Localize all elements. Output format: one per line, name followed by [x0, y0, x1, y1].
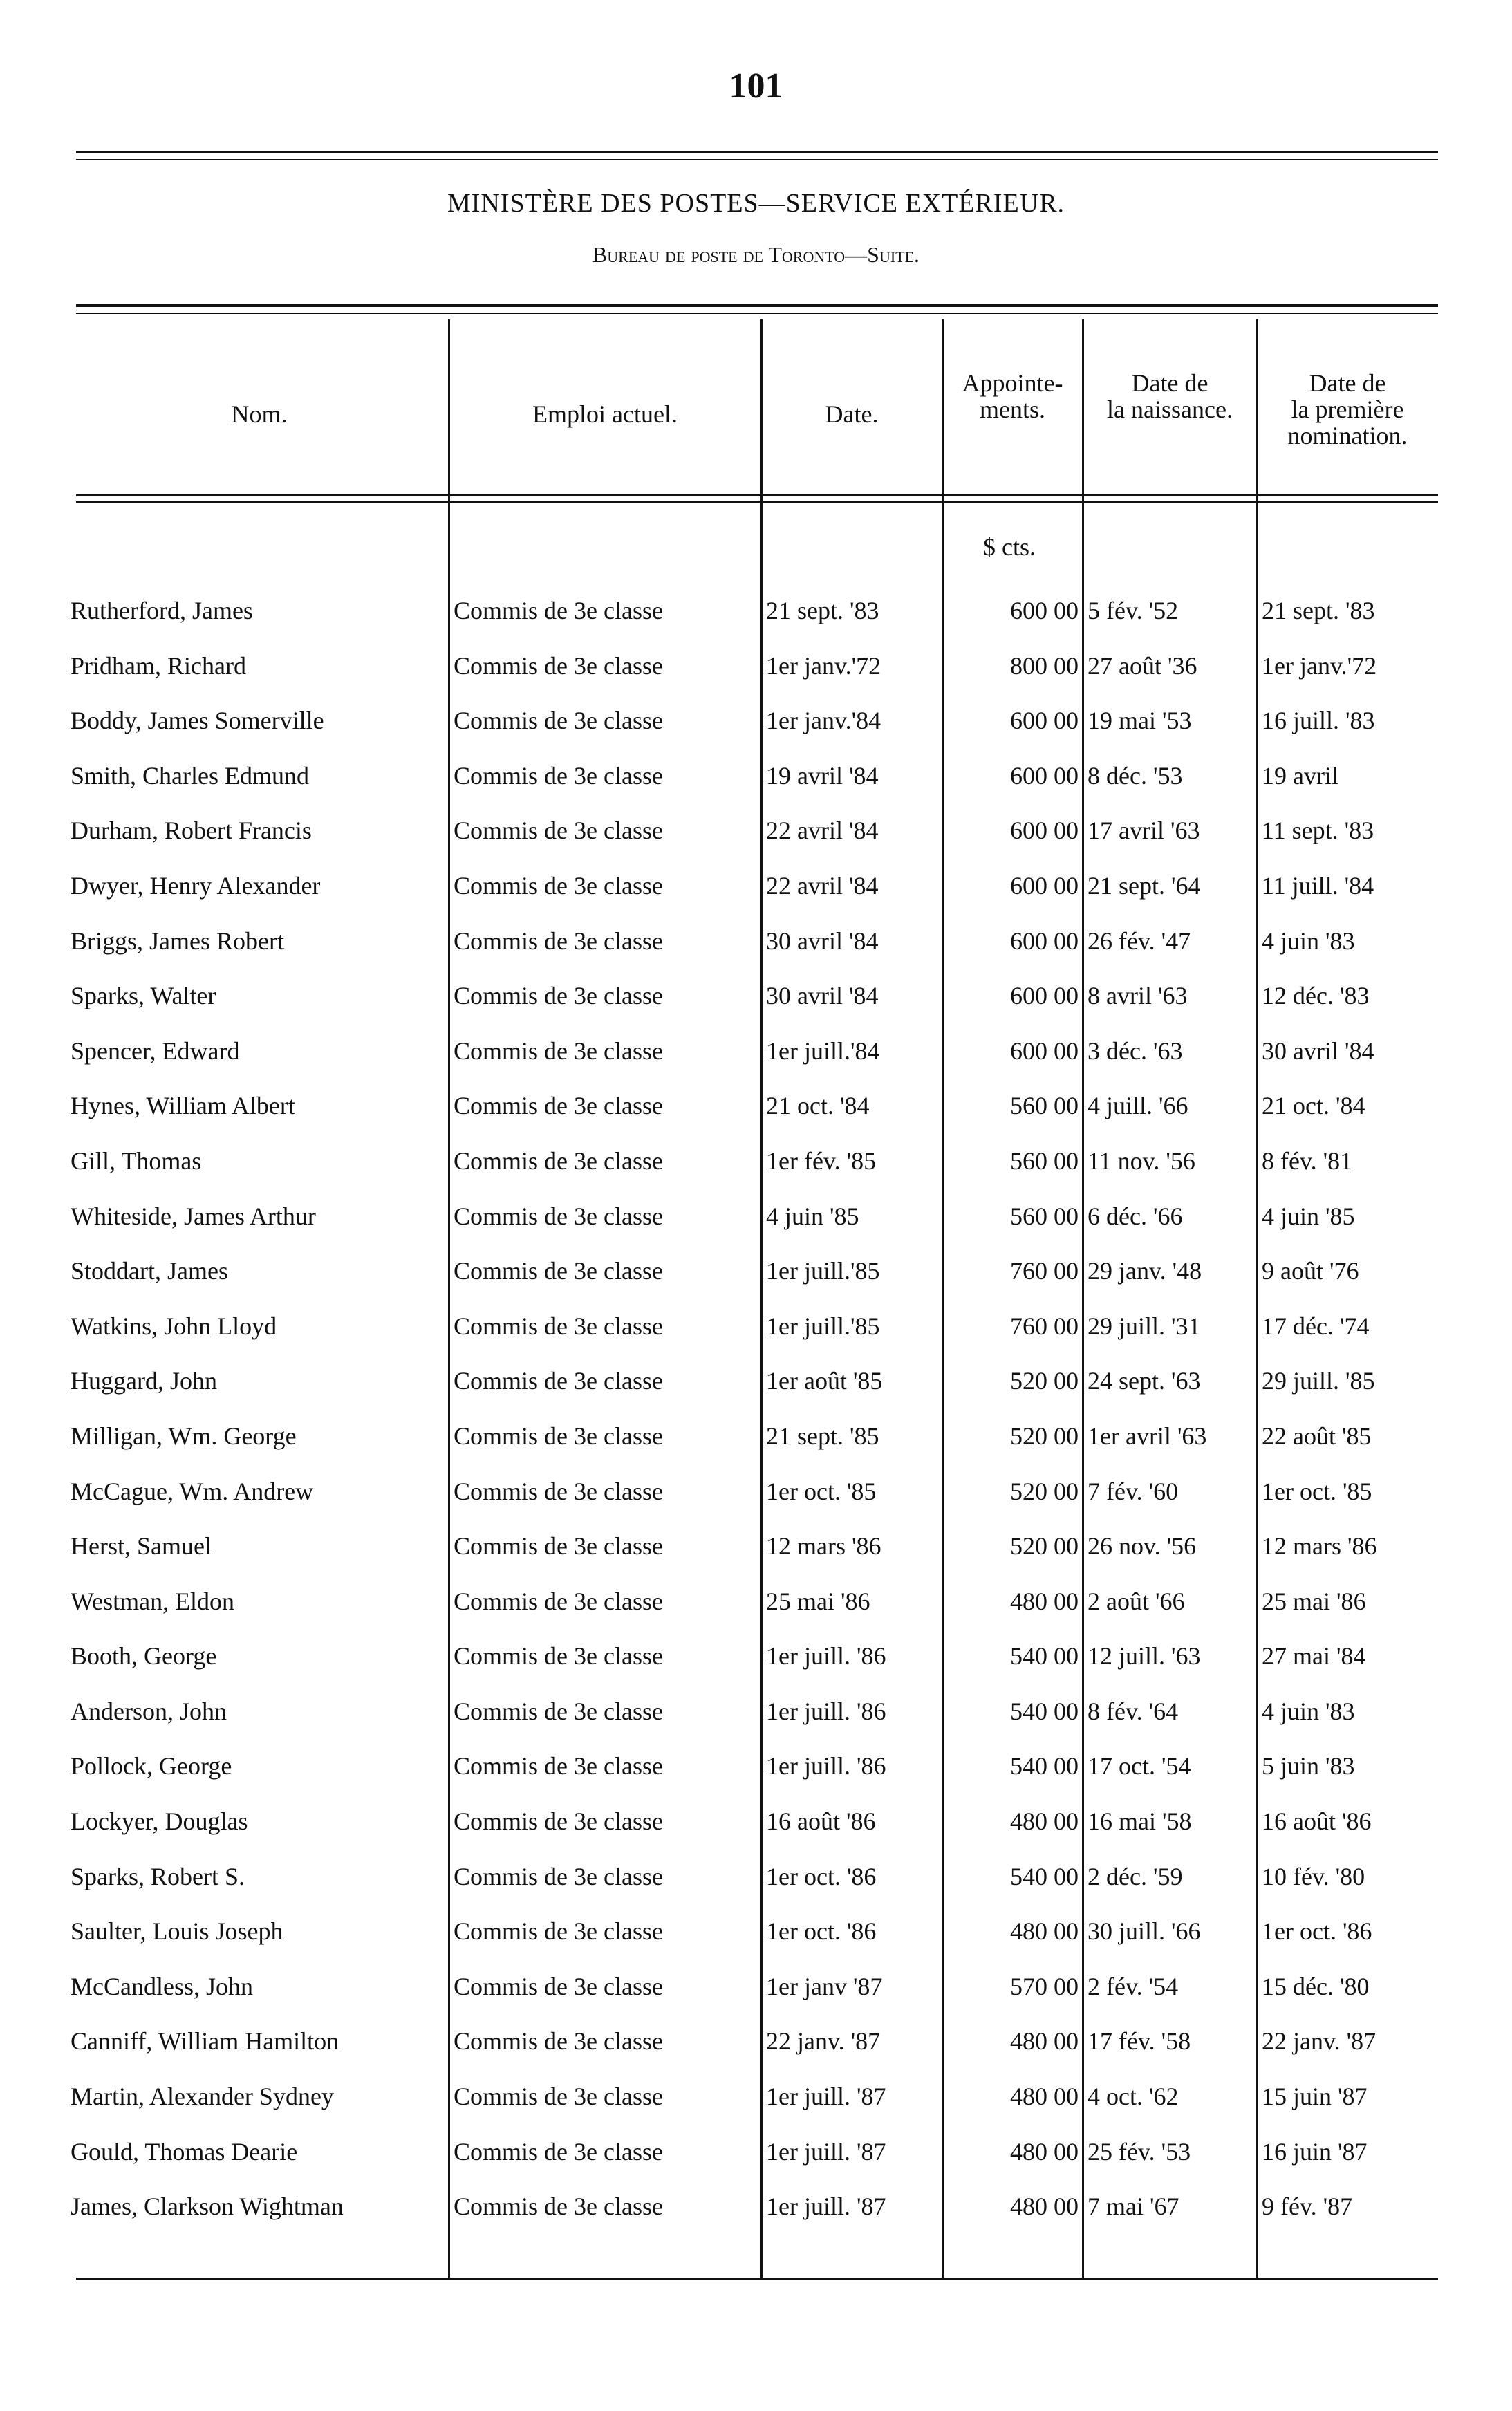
table-row	[0, 866, 1512, 922]
employee-position: Commis de 3e classe	[454, 1532, 663, 1561]
first-appointment-date: 11 juill. '84	[1262, 871, 1374, 900]
birth-date: 4 oct. '62	[1088, 2083, 1179, 2111]
employee-name: Smith, Charles Edmund	[71, 761, 309, 790]
employee-name: Saulter, Louis Joseph	[71, 1917, 283, 1946]
first-appointment-date: 22 janv. '87	[1262, 2027, 1376, 2056]
header-naissance-line2: la naissance.	[1107, 395, 1233, 423]
employee-name: Huggard, John	[71, 1367, 217, 1395]
employee-name: Watkins, John Lloyd	[71, 1312, 277, 1340]
employee-position: Commis de 3e classe	[454, 1257, 663, 1285]
position-date: 1er fév. '85	[766, 1146, 877, 1175]
employee-position: Commis de 3e classe	[454, 1862, 663, 1890]
employee-name: Rutherford, James	[71, 597, 253, 624]
employee-name: McCandless, John	[71, 1972, 253, 2000]
birth-date: 24 sept. '63	[1088, 1367, 1201, 1395]
salary: 540 00	[1010, 1642, 1079, 1670]
first-appointment-date: 30 avril '84	[1262, 1036, 1374, 1065]
employee-position: Commis de 3e classe	[454, 982, 663, 1010]
salary: 600 00	[1010, 1036, 1079, 1065]
employee-name: Durham, Robert Francis	[71, 817, 312, 845]
position-date: 1er janv.'72	[766, 651, 881, 680]
employee-position: Commis de 3e classe	[454, 1642, 663, 1670]
employee-position: Commis de 3e classe	[454, 1697, 663, 1725]
header-appointements-line2: ments.	[980, 395, 1045, 423]
first-appointment-date: 4 juin '83	[1262, 927, 1355, 955]
table-row	[0, 1582, 1512, 1637]
employee-name: Lockyer, Douglas	[71, 1807, 248, 1836]
position-date: 21 oct. '84	[766, 1092, 870, 1120]
header-rule-bottom	[76, 494, 1438, 496]
header-nomination-line1: Date de	[1309, 369, 1386, 397]
employee-position: Commis de 3e classe	[454, 2137, 663, 2166]
header-nomination-line3: nomination.	[1287, 422, 1408, 449]
birth-date: 2 fév. '54	[1088, 1972, 1179, 2000]
table-row	[0, 1527, 1512, 1582]
salary: 480 00	[1010, 2027, 1079, 2056]
currency-units: $ cts.	[983, 533, 1036, 561]
first-appointment-date: 15 déc. '80	[1262, 1972, 1370, 2000]
position-date: 30 avril '84	[766, 927, 879, 955]
first-appointment-date: 12 déc. '83	[1262, 982, 1370, 1010]
birth-date: 26 fév. '47	[1088, 927, 1191, 955]
table-row	[0, 701, 1512, 756]
salary: 520 00	[1010, 1422, 1079, 1450]
header-rule-bottom-thin	[76, 501, 1438, 503]
table-row	[0, 1912, 1512, 1967]
birth-date: 30 juill. '66	[1088, 1917, 1201, 1946]
header-naissance	[1083, 370, 1256, 422]
employee-position: Commis de 3e classe	[454, 1917, 663, 1946]
employee-name: Pridham, Richard	[71, 651, 246, 680]
table-row	[0, 1802, 1512, 1857]
salary: 600 00	[1010, 597, 1079, 624]
position-date: 22 avril '84	[766, 817, 879, 845]
position-date: 21 sept. '83	[766, 597, 879, 624]
table-row	[0, 591, 1512, 646]
birth-date: 3 déc. '63	[1088, 1036, 1183, 1065]
table-row	[0, 1307, 1512, 1362]
salary: 760 00	[1010, 1312, 1079, 1340]
birth-date: 8 avril '63	[1088, 982, 1188, 1010]
employee-position: Commis de 3e classe	[454, 1422, 663, 1450]
birth-date: 29 janv. '48	[1088, 1257, 1202, 1285]
position-date: 1er juill.'84	[766, 1036, 880, 1065]
birth-date: 6 déc. '66	[1088, 1202, 1183, 1230]
birth-date: 16 mai '58	[1088, 1807, 1192, 1836]
table-row	[0, 2077, 1512, 2132]
table-row	[0, 1032, 1512, 1087]
first-appointment-date: 16 juin '87	[1262, 2137, 1368, 2166]
header-rule-top-thin	[76, 313, 1438, 314]
salary: 480 00	[1010, 2137, 1079, 2166]
employee-name: Stoddart, James	[71, 1257, 228, 1285]
table-row	[0, 1251, 1512, 1307]
first-appointment-date: 16 août '86	[1262, 1807, 1372, 1836]
first-appointment-date: 12 mars '86	[1262, 1532, 1377, 1561]
employee-name: Sparks, Walter	[71, 982, 216, 1010]
employee-position: Commis de 3e classe	[454, 1092, 663, 1120]
salary: 600 00	[1010, 982, 1079, 1010]
table-row	[0, 1692, 1512, 1747]
employee-position: Commis de 3e classe	[454, 1752, 663, 1780]
header-emploi: Emploi actuel.	[532, 400, 678, 428]
position-date: 16 août '86	[766, 1807, 876, 1836]
position-date: 19 avril '84	[766, 761, 879, 790]
employee-name: Milligan, Wm. George	[71, 1422, 297, 1450]
table-row	[0, 1417, 1512, 1472]
first-appointment-date: 8 fév. '81	[1262, 1146, 1353, 1175]
employee-position: Commis de 3e classe	[454, 817, 663, 845]
salary: 560 00	[1010, 1092, 1079, 1120]
table-row	[0, 1857, 1512, 1912]
header-nom: Nom.	[231, 400, 288, 428]
birth-date: 21 sept. '64	[1088, 871, 1201, 900]
salary: 480 00	[1010, 1587, 1079, 1615]
salary: 540 00	[1010, 1697, 1079, 1725]
employee-name: Westman, Eldon	[71, 1587, 235, 1615]
first-appointment-date: 1er oct. '86	[1262, 1917, 1372, 1946]
birth-date: 17 avril '63	[1088, 817, 1200, 845]
birth-date: 5 fév. '52	[1088, 597, 1179, 624]
position-date: 1er juill. '87	[766, 2083, 886, 2111]
first-appointment-date: 22 août '85	[1262, 1422, 1372, 1450]
salary: 600 00	[1010, 761, 1079, 790]
birth-date: 27 août '36	[1088, 651, 1197, 680]
header-appointements-line1: Appointe-	[962, 369, 1063, 397]
first-appointment-date: 9 août '76	[1262, 1257, 1359, 1285]
first-appointment-date: 17 déc. '74	[1262, 1312, 1370, 1340]
table-row	[0, 976, 1512, 1032]
bottom-rule	[76, 2278, 1438, 2280]
table-row	[0, 2022, 1512, 2077]
salary: 760 00	[1010, 1257, 1079, 1285]
position-date: 1er oct. '86	[766, 1862, 877, 1890]
employee-position: Commis de 3e classe	[454, 1312, 663, 1340]
position-date: 1er juill.'85	[766, 1257, 880, 1285]
employee-position: Commis de 3e classe	[454, 2193, 663, 2221]
salary: 540 00	[1010, 1752, 1079, 1780]
table-row	[0, 1086, 1512, 1142]
salary: 800 00	[1010, 651, 1079, 680]
employee-position: Commis de 3e classe	[454, 1587, 663, 1615]
birth-date: 8 fév. '64	[1088, 1697, 1179, 1725]
employee-position: Commis de 3e classe	[454, 2027, 663, 2056]
position-date: 1er janv.'84	[766, 707, 881, 735]
employee-name: Dwyer, Henry Alexander	[71, 871, 321, 900]
table-row	[0, 811, 1512, 866]
position-date: 12 mars '86	[766, 1532, 881, 1561]
birth-date: 26 nov. '56	[1088, 1532, 1197, 1561]
table-row	[0, 1967, 1512, 2022]
first-appointment-date: 25 mai '86	[1262, 1587, 1366, 1615]
salary: 480 00	[1010, 1917, 1079, 1946]
employee-position: Commis de 3e classe	[454, 1036, 663, 1065]
table-row	[0, 756, 1512, 812]
employee-position: Commis de 3e classe	[454, 1807, 663, 1836]
salary: 560 00	[1010, 1146, 1079, 1175]
header-appointements	[943, 370, 1082, 422]
table-row	[0, 1747, 1512, 1802]
birth-date: 17 oct. '54	[1088, 1752, 1191, 1780]
employee-name: Hynes, William Albert	[71, 1092, 295, 1120]
first-appointment-date: 4 juin '85	[1262, 1202, 1355, 1230]
position-date: 22 avril '84	[766, 871, 879, 900]
birth-date: 1er avril '63	[1088, 1422, 1207, 1450]
birth-date: 25 fév. '53	[1088, 2137, 1191, 2166]
table-row	[0, 2187, 1512, 2242]
table-row	[0, 646, 1512, 702]
position-date: 1er juill. '86	[766, 1752, 886, 1780]
first-appointment-date: 21 oct. '84	[1262, 1092, 1365, 1120]
salary: 520 00	[1010, 1367, 1079, 1395]
first-appointment-date: 19 avril	[1262, 761, 1338, 790]
header-rule-top	[76, 304, 1438, 307]
first-appointment-date: 9 fév. '87	[1262, 2193, 1353, 2221]
first-appointment-date: 21 sept. '83	[1262, 597, 1375, 624]
salary: 600 00	[1010, 707, 1079, 735]
employee-name: Gill, Thomas	[71, 1146, 202, 1175]
employee-position: Commis de 3e classe	[454, 761, 663, 790]
employee-name: Pollock, George	[71, 1752, 232, 1780]
position-date: 22 janv. '87	[766, 2027, 881, 2056]
employee-position: Commis de 3e classe	[454, 1146, 663, 1175]
salary: 560 00	[1010, 1202, 1079, 1230]
birth-date: 4 juill. '66	[1088, 1092, 1188, 1120]
birth-date: 12 juill. '63	[1088, 1642, 1201, 1670]
salary: 540 00	[1010, 1862, 1079, 1890]
position-date: 30 avril '84	[766, 982, 879, 1010]
position-date: 1er janv '87	[766, 1972, 883, 2000]
position-date: 1er oct. '85	[766, 1477, 877, 1505]
employee-position: Commis de 3e classe	[454, 707, 663, 735]
employee-name: Herst, Samuel	[71, 1532, 212, 1561]
salary: 520 00	[1010, 1477, 1079, 1505]
employee-name: Anderson, John	[71, 1697, 227, 1725]
salary: 480 00	[1010, 2193, 1079, 2221]
employee-name: McCague, Wm. Andrew	[71, 1477, 314, 1505]
first-appointment-date: 29 juill. '85	[1262, 1367, 1375, 1395]
birth-date: 2 déc. '59	[1088, 1862, 1183, 1890]
first-appointment-date: 5 juin '83	[1262, 1752, 1355, 1780]
employee-name: Martin, Alexander Sydney	[71, 2083, 334, 2111]
first-appointment-date: 15 juin '87	[1262, 2083, 1368, 2111]
document-subtitle: Bureau de poste de Toronto—Suite.	[592, 242, 920, 267]
employee-name: Briggs, James Robert	[71, 927, 284, 955]
position-date: 25 mai '86	[766, 1587, 870, 1615]
position-date: 1er juill.'85	[766, 1312, 880, 1340]
header-naissance-line1: Date de	[1131, 369, 1208, 397]
position-date: 1er août '85	[766, 1367, 883, 1395]
salary: 480 00	[1010, 2083, 1079, 2111]
employee-name: Boddy, James Somerville	[71, 707, 324, 735]
header-nomination-line2: la première	[1291, 395, 1404, 423]
employee-position: Commis de 3e classe	[454, 1477, 663, 1505]
employee-name: Canniff, William Hamilton	[71, 2027, 339, 2056]
birth-date: 19 mai '53	[1088, 707, 1192, 735]
employee-position: Commis de 3e classe	[454, 927, 663, 955]
birth-date: 17 fév. '58	[1088, 2027, 1191, 2056]
first-appointment-date: 11 sept. '83	[1262, 817, 1374, 845]
position-date: 1er oct. '86	[766, 1917, 877, 1946]
employee-position: Commis de 3e classe	[454, 871, 663, 900]
header-date: Date.	[825, 400, 879, 428]
employee-position: Commis de 3e classe	[454, 2083, 663, 2111]
document-title: MINISTÈRE DES POSTES—SERVICE EXTÉRIEUR.	[447, 189, 1065, 218]
header-nomination	[1258, 370, 1437, 449]
salary: 480 00	[1010, 1807, 1079, 1836]
table-row	[0, 1361, 1512, 1417]
position-date: 21 sept. '85	[766, 1422, 879, 1450]
birth-date: 2 août '66	[1088, 1587, 1185, 1615]
birth-date: 29 juill. '31	[1088, 1312, 1201, 1340]
employee-name: Whiteside, James Arthur	[71, 1202, 316, 1230]
employee-name: Booth, George	[71, 1642, 217, 1670]
employee-position: Commis de 3e classe	[454, 1202, 663, 1230]
table-row	[0, 1142, 1512, 1197]
first-appointment-date: 4 juin '83	[1262, 1697, 1355, 1725]
employee-position: Commis de 3e classe	[454, 1972, 663, 2000]
salary: 520 00	[1010, 1532, 1079, 1561]
first-appointment-date: 27 mai '84	[1262, 1642, 1366, 1670]
position-date: 4 juin '85	[766, 1202, 859, 1230]
table-row	[0, 1472, 1512, 1527]
salary: 570 00	[1010, 1972, 1079, 2000]
salary: 600 00	[1010, 927, 1079, 955]
birth-date: 7 mai '67	[1088, 2193, 1179, 2221]
top-rule	[76, 151, 1438, 153]
birth-date: 11 nov. '56	[1088, 1146, 1195, 1175]
employee-position: Commis de 3e classe	[454, 597, 663, 624]
employee-name: Sparks, Robert S.	[71, 1862, 245, 1890]
table-rows	[0, 591, 1512, 2242]
position-date: 1er juill. '86	[766, 1697, 886, 1725]
table-row	[0, 1637, 1512, 1692]
first-appointment-date: 1er janv.'72	[1262, 651, 1377, 680]
table-row	[0, 2132, 1512, 2188]
salary: 600 00	[1010, 817, 1079, 845]
employee-position: Commis de 3e classe	[454, 1367, 663, 1395]
employee-name: Gould, Thomas Dearie	[71, 2137, 298, 2166]
table-row	[0, 1197, 1512, 1252]
table-row	[0, 922, 1512, 977]
employee-position: Commis de 3e classe	[454, 651, 663, 680]
first-appointment-date: 1er oct. '85	[1262, 1477, 1372, 1505]
employee-name: Spencer, Edward	[71, 1036, 240, 1065]
page-number: 101	[729, 66, 783, 106]
birth-date: 8 déc. '53	[1088, 761, 1183, 790]
position-date: 1er juill. '86	[766, 1642, 886, 1670]
employee-name: James, Clarkson Wightman	[71, 2193, 344, 2221]
birth-date: 7 fév. '60	[1088, 1477, 1179, 1505]
first-appointment-date: 10 fév. '80	[1262, 1862, 1365, 1890]
top-rule-thin	[76, 159, 1438, 160]
first-appointment-date: 16 juill. '83	[1262, 707, 1375, 735]
salary: 600 00	[1010, 871, 1079, 900]
position-date: 1er juill. '87	[766, 2193, 886, 2221]
position-date: 1er juill. '87	[766, 2137, 886, 2166]
